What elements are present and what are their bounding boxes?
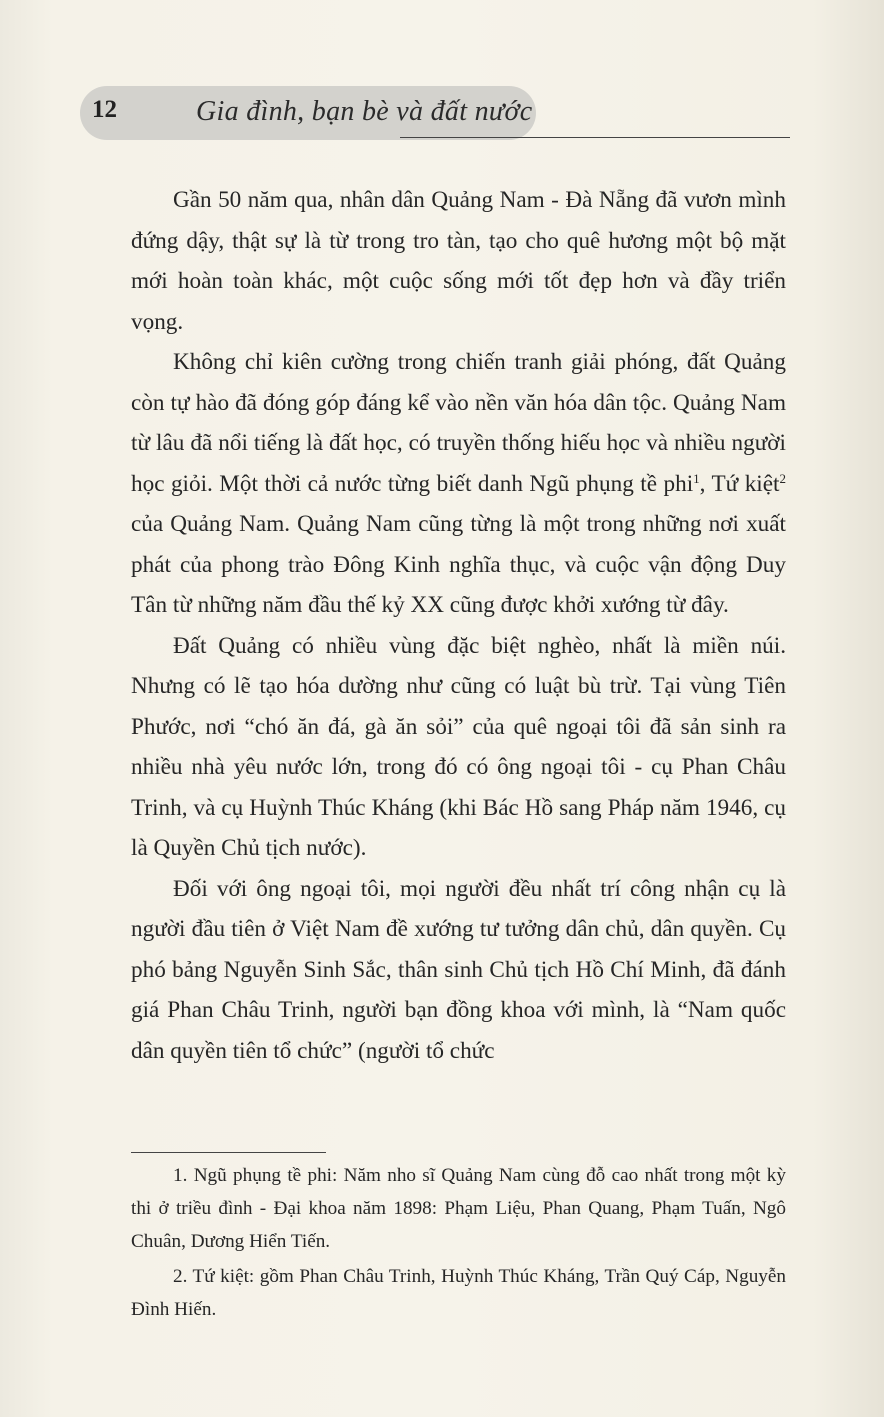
footnote-2: 2. Tứ kiệt: gồm Phan Châu Trinh, Huỳnh Thúc Kháng, Trần Quý Cáp, Nguyễn Đình Hiến. (131, 1266, 786, 1320)
footnote-ref-2: 2 (779, 470, 786, 486)
header-rule (400, 137, 790, 138)
paragraph-4: Đối với ông ngoại tôi, mọi người đều nhất trí công nhận cụ là người đầu tiên ở Việt Nam đề xướng tư tưởng dân chủ, dân quyền. Cụ phó bảng Nguyễn Sinh Sắc, thân sinh Chủ tịch Hồ Chí Minh, đã đánh giá Phan Châu Trinh, người bạn đồng khoa với mình, là “Nam quốc dân quyền tiên tổ chức” (người tổ chức (131, 875, 786, 1064)
running-title: Gia đình, bạn bè và đất nước (196, 96, 533, 127)
page-number: 12 (92, 96, 117, 123)
paragraph-2-part-a: Không chỉ kiên cường trong chiến tranh giải phóng, đất Quảng còn tự hào đã đóng góp đáng kể vào nền văn hóa dân tộc. Quảng Nam từ lâu đã nổi tiếng là đất học, có truyền thống hiếu học và nhiều người học giỏi. Một thời cả nước từng biết danh Ngũ phụng tề phi (131, 349, 786, 497)
footnote-rule (131, 1152, 326, 1153)
footnote-1: 1. Ngũ phụng tề phi: Năm nho sĩ Quảng Nam cùng đỗ cao nhất trong một kỳ thi ở triều đình - Đại khoa năm 1898: Phạm Liệu, Phan Quang, Phạm Tuấn, Ngô Chuân, Dương Hiển Tiến. (131, 1165, 786, 1252)
paragraph-2-part-b: , Tứ kiệt (699, 470, 780, 497)
body-text (131, 180, 786, 1071)
footnotes (131, 1159, 786, 1328)
paragraph-1: Gần 50 năm qua, nhân dân Quảng Nam - Đà Nẵng đã vươn mình đứng dậy, thật sự là từ trong tro tàn, tạo cho quê hương một bộ mặt mới hoàn toàn khác, một cuộc sống mới tốt đẹp hơn và đầy triển vọng. (131, 187, 786, 335)
paragraph-3: Đất Quảng có nhiều vùng đặc biệt nghèo, nhất là miền núi. Nhưng có lẽ tạo hóa dường như cũng có luật bù trừ. Tại vùng Tiên Phước, nơi “chó ăn đá, gà ăn sỏi” của quê ngoại tôi đã sản sinh ra nhiều nhà yêu nước lớn, trong đó có ông ngoại tôi - cụ Phan Châu Trinh, và cụ Huỳnh Thúc Kháng (khi Bác Hồ sang Pháp năm 1946, cụ là Quyền Chủ tịch nước). (131, 632, 786, 861)
paragraph-2-part-c: của Quảng Nam. Quảng Nam cũng từng là một trong những nơi xuất phát của phong trào Đông Kinh nghĩa thục, và cuộc vận động Duy Tân từ những năm đầu thế kỷ XX cũng được khởi xướng từ đây. (131, 511, 786, 618)
paragraph-2 (131, 342, 786, 626)
footnote-ref-1: 1 (693, 470, 700, 486)
